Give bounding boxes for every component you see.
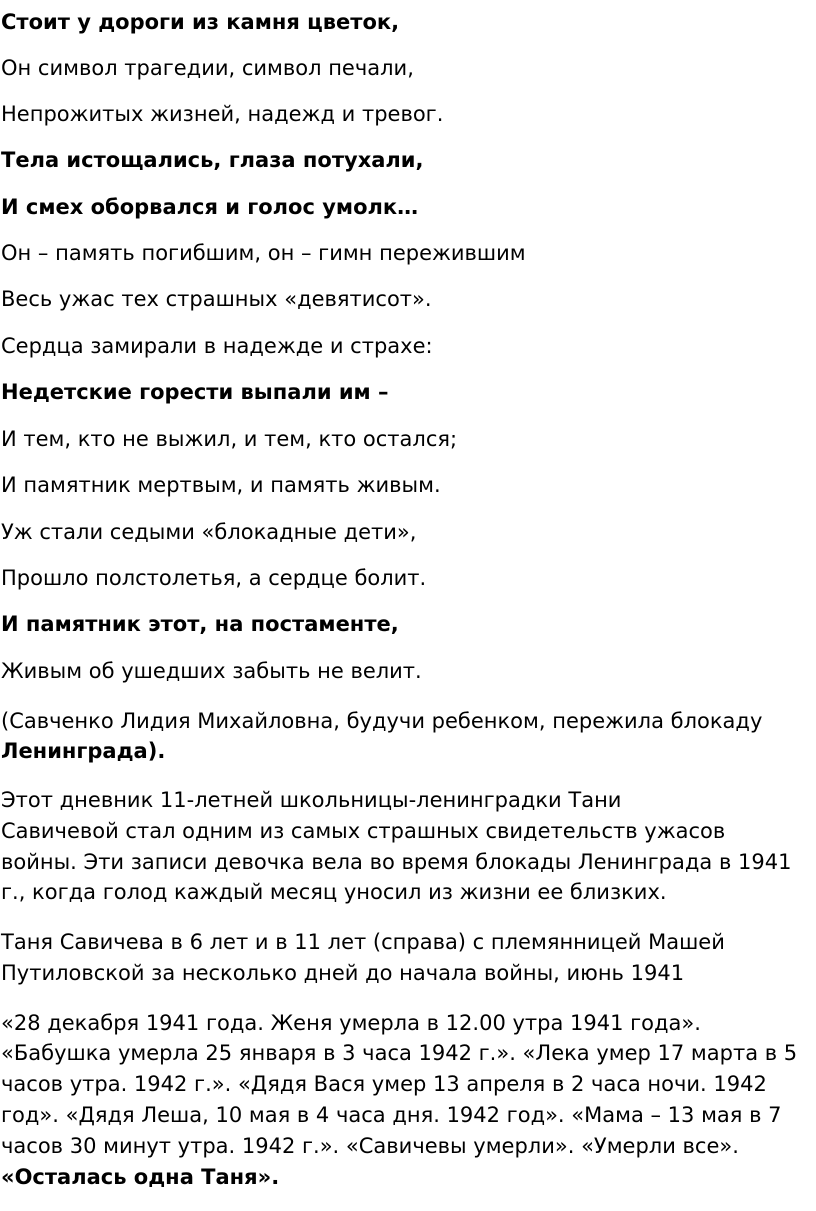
diary-entry-line: «28 декабря 1941 года. Женя умерла в 12.00 утра 1941 года». bbox=[1, 1011, 701, 1035]
poem-line: И тем, кто не выжил, и тем, кто остался; bbox=[1, 427, 458, 451]
diary-entry-line: часов утра. 1942 г.». «Дядя Вася умер 13 апреля в 2 часа ночи. 1942 bbox=[1, 1072, 767, 1096]
poem-line: Сердца замирали в надежде и страхе: bbox=[1, 334, 433, 358]
poem-line: Он символ трагедии, символ печали, bbox=[1, 56, 414, 80]
diary-intro-line: г., когда голод каждый месяц уносил из жизни ее близких. bbox=[1, 880, 667, 904]
poem-line: Живым об ушедших забыть не велит. bbox=[1, 659, 422, 683]
poem-line: Прошло полстолетья, а сердце болит. bbox=[1, 566, 427, 590]
diary-intro-line: Этот дневник 11-летней школьницы-ленинградки Тани bbox=[1, 788, 622, 812]
diary-intro-line: Савичевой стал одним из самых страшных свидетельств ужасов bbox=[1, 819, 726, 843]
poem-line: И памятник мертвым, и память живым. bbox=[1, 473, 441, 497]
diary-entry-line: «Бабушка умерла 25 января в 3 часа 1942 г.». «Лека умер 17 марта в 5 bbox=[1, 1041, 798, 1065]
poem-line: Тела истощались, глаза потухали, bbox=[1, 148, 424, 172]
poem-line: И памятник этот, на постаменте, bbox=[1, 612, 399, 636]
poem-line: Весь ужас тех страшных «девятисот». bbox=[1, 287, 432, 311]
poem-line: Стоит у дороги из камня цветок, bbox=[1, 10, 400, 34]
diary-entry-final: «Осталась одна Таня». bbox=[1, 1165, 280, 1189]
diary-entry-line: часов 30 минут утра. 1942 г.». «Савичевы умерли». «Умерли все». bbox=[1, 1134, 739, 1158]
photo-caption-line: Путиловской за несколько дней до начала войны, июнь 1941 bbox=[1, 961, 685, 985]
poem-line: Уж стали седыми «блокадные дети», bbox=[1, 520, 417, 544]
attribution-bold: Ленинграда). bbox=[1, 739, 166, 763]
diary-intro-line: войны. Эти записи девочка вела во время блокады Ленинграда в 1941 bbox=[1, 850, 792, 874]
diary-entry-line: год». «Дядя Леша, 10 мая в 4 часа дня. 1942 год». «Мама – 13 мая в 7 bbox=[1, 1103, 782, 1127]
photo-caption-line: Таня Савичева в 6 лет и в 11 лет (справа) с племянницей Машей bbox=[1, 930, 725, 954]
poem-line: Недетские горести выпали им – bbox=[1, 380, 389, 404]
attribution-line: (Савченко Лидия Михайловна, будучи ребенком, пережила блокаду bbox=[1, 709, 763, 733]
poem-line: Он – память погибшим, он – гимн пережившим bbox=[1, 241, 526, 265]
poem-line: Непрожитых жизней, надежд и тревог. bbox=[1, 102, 444, 126]
poem-line: И смех оборвался и голос умолк… bbox=[1, 195, 419, 219]
